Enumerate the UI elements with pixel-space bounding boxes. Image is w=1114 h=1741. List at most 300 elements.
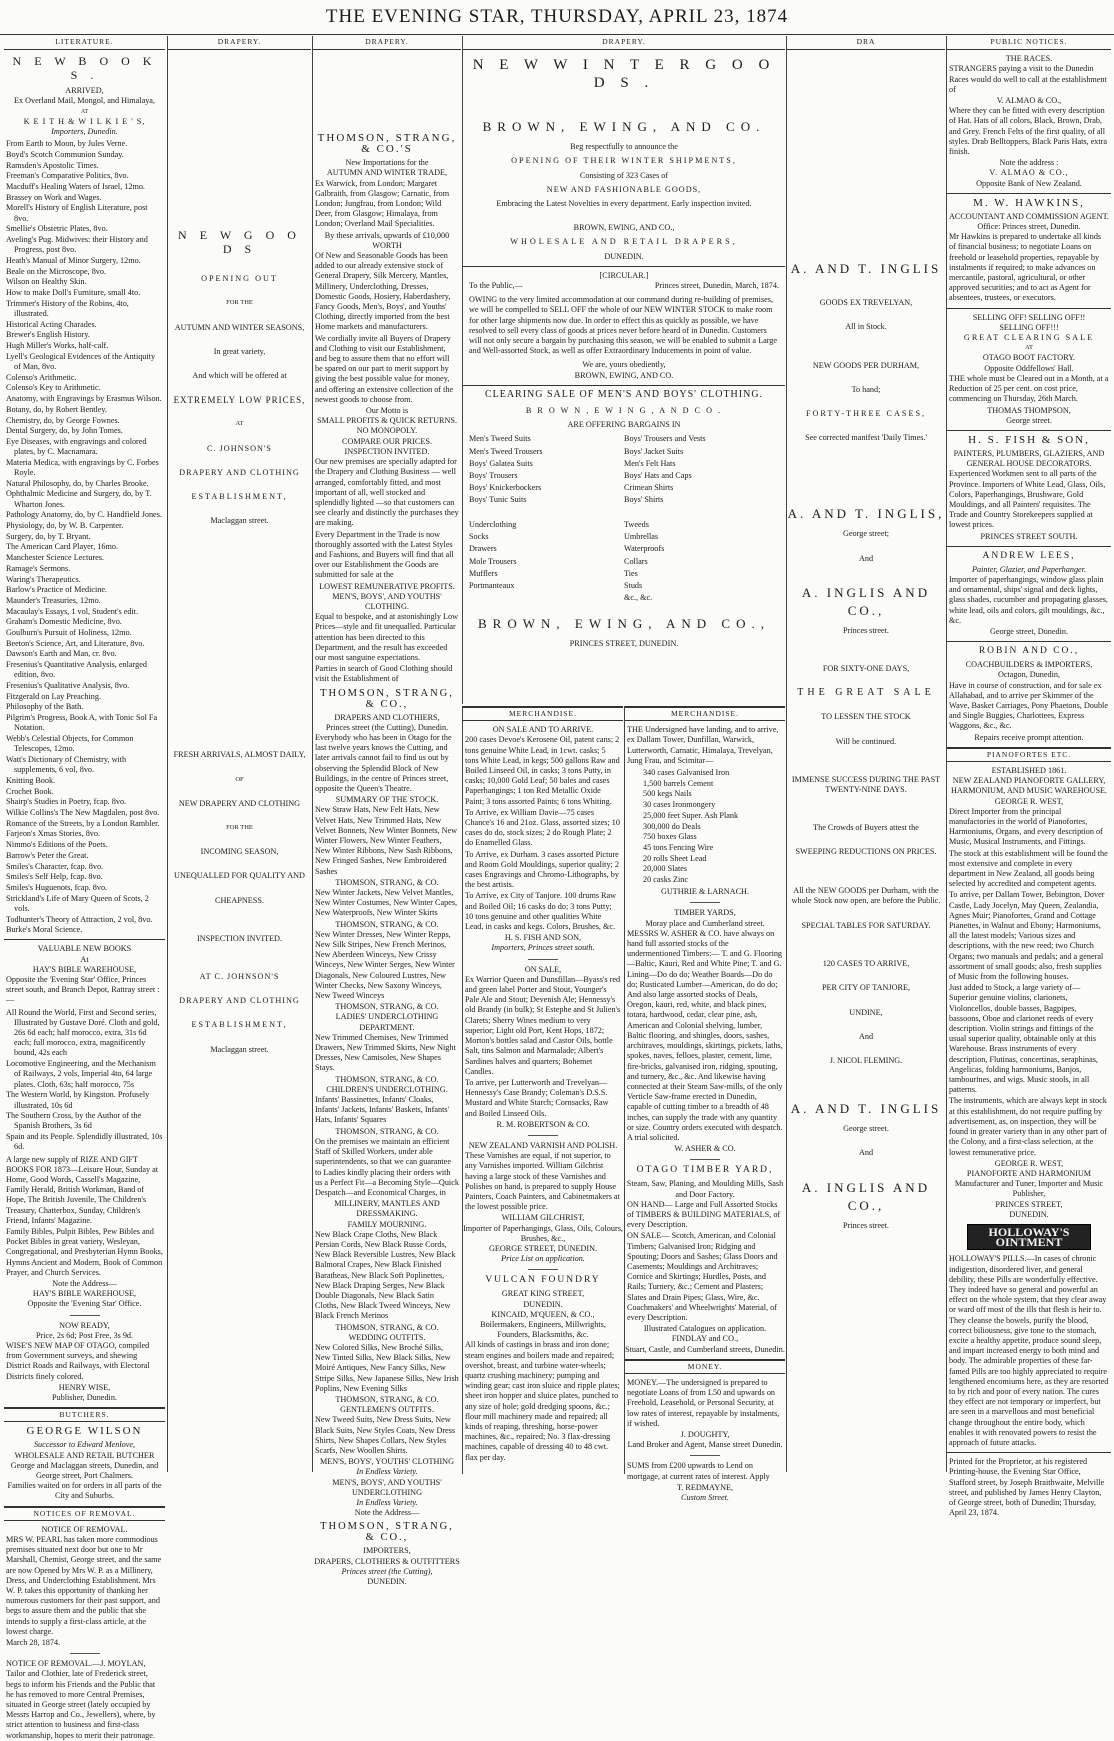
- book-list-item: Webb's Celestial Objects, for Common Telescopes, 12mo.: [6, 734, 134, 754]
- brown-ewing-clearing: CLEARING SALE OF MEN'S AND BOYS' CLOTHING.: [484, 388, 764, 400]
- thomson-firm3-d: DUNEDIN.: [367, 1577, 407, 1587]
- inglis-g1: GOODS EX TREVELYAN,: [819, 298, 913, 308]
- thomson-arrivals: By these arrivals, upwards of £10,000 WORTH: [324, 230, 450, 250]
- brown-ewing-address: PRINCES STREET, DUNEDIN.: [569, 639, 679, 649]
- inglis-g13: Will be continued.: [835, 736, 897, 746]
- book-list-item: Brassey on Work and Wages.: [6, 192, 102, 202]
- brown-ewing-sig: BROWN, EWING, AND CO.: [574, 370, 674, 380]
- inglis-g17: All the NEW GOODS per Durham, with the whole Stock now open, are before the Public.: [791, 885, 941, 905]
- inglis-g14: IMMENSE SUCCESS DURING THE PAST TWENTY-NINE DAYS.: [791, 774, 941, 795]
- book-list-item: Macduff's Healing Waters of Israel, 12mo.: [6, 182, 145, 192]
- almao-text: Where they can be fitted with every description of Hat. Hats of all colors, Black, Brown, Drab, and Grey. French Felts of the first quality, of all styles. Drab Belltoppers, Black Paris Hats, extra finish.: [949, 106, 1108, 157]
- almao-addr: Opposite Bank of New Zealand.: [976, 178, 1082, 188]
- book-list-item: How to make Doll's Furniture, small 4to.: [6, 288, 141, 298]
- varnish-title: NEW ZEALAND VARNISH AND POLISH.: [468, 1140, 618, 1150]
- section-money: MONEY.: [625, 1359, 785, 1374]
- bargain-item: Crimean Shirts: [624, 483, 674, 493]
- section-butchers: BUTCHERS.: [4, 1407, 165, 1422]
- bargains-left: [469, 434, 624, 605]
- bargain-item: Socks: [469, 532, 489, 542]
- inglis-g25: And: [858, 1148, 874, 1158]
- book-list-item: Aveling's Pug. Midwives: their History and Progress, post 8vo.: [6, 235, 148, 255]
- thompson-sig2: George street.: [1006, 415, 1052, 425]
- thomson-gents: GENTLEMEN'S OUTFITS.: [340, 1405, 434, 1415]
- book-list-item: Pilgrim's Progress, Book A, with Tonic Sol Fa Notation.: [6, 713, 158, 733]
- inglis-g19: 120 CASES TO ARRIVE,: [822, 959, 910, 969]
- johnson-for-the-2: FOR THE: [226, 824, 253, 832]
- book-list-item: Waring's Therapeutics.: [6, 574, 81, 584]
- brown-ewing-title: N E W W I N T E R G O O D S .: [472, 57, 776, 92]
- book-list-item: Shairp's Studies in Poetry, fcap. 8vo.: [6, 797, 127, 807]
- johnson-establishment-2: ESTABLISHMENT,: [191, 1020, 288, 1030]
- ad-hays-addr: HAY'S BIBLE WAREHOUSE,: [32, 1289, 137, 1299]
- fish-trade: PAINTERS, PLUMBERS, GLAZIERS, AND GENERAL HOUSE DECORATORS.: [953, 448, 1105, 469]
- robin-trade: COACHBUILDERS & IMPORTERS,: [965, 660, 1093, 670]
- divider: [947, 308, 1111, 309]
- divider: [947, 641, 1111, 642]
- thomson-under: MEN'S, BOYS', AND YOUTHS' UNDERCLOTHING: [332, 1477, 442, 1497]
- book-list-item: Fitzgerald on Lay Preaching.: [6, 691, 102, 701]
- book-list-item: Beeton's Science, Art, and Literature, 8vo.: [6, 638, 145, 648]
- west-text3: To arrive, per Dallam Tower, Bebington, Dover Castle, Lady Jocelyn, May Queen, Zealandia, Agnes Muir; Pianofortes, Grand and Cottage Pianettes, in Walnut and Ebony; Harmoniums, all the latest models; Various sizes and descriptions, with the new reed; two Church Organs; two manuals and pedals; and a general assortment of small goods; also, fresh supplies of Music from the following houses.: [949, 890, 1105, 982]
- book-list-item: Todhunter's Theory of Attraction, 2 vol, 8vo.: [6, 914, 153, 924]
- ad-valuable-books: VALUABLE NEW BOOKS: [37, 944, 132, 954]
- west-trade: PIANOFORTE AND HARMONIUM Manufacturer and Tuner, Importer and Music Publisher,: [954, 1168, 1104, 1199]
- book-list-item: Materia Medica, with engravings by C. Forbes Royle.: [6, 457, 159, 478]
- robertson-onsale: ON SALE,: [524, 964, 562, 974]
- inglis-title-3: A. INGLIS AND CO.,: [801, 584, 931, 618]
- asher-sig: W. ASHER & CO.: [674, 1144, 736, 1154]
- bargain-item: [469, 508, 624, 518]
- book-list-item: From Earth to Moon, by Jules Verne.: [6, 139, 128, 149]
- otago-onhand: ON HAND— Large and Full Assorted Stocks of TIMBERS & BUILDING MATERIALS, of every Description.: [627, 1199, 781, 1230]
- removal1-head: NOTICE OF REMOVAL.: [41, 1524, 128, 1534]
- butcher-successor: Successor to Edward Menlove,: [33, 1440, 136, 1450]
- inglis-title-4: A. AND T. INGLIS: [790, 1101, 942, 1117]
- book-list-item: Anatomy, with Engravings by Erasmus Wilson.: [6, 394, 162, 404]
- book-list-item: The American Card Player, 16mo.: [6, 542, 118, 552]
- ad-hays-note: Note the Address—: [52, 1278, 117, 1288]
- piano-est: ESTABLISHED 1861.: [991, 765, 1067, 775]
- johnson-opening: OPENING OUT: [201, 274, 278, 284]
- bargain-item: Boys' Trousers: [469, 471, 518, 481]
- book-list-item: Ramage's Sermons.: [6, 563, 71, 573]
- butcher-note: Families waited on for orders in all parts of the City and Suburbs.: [7, 1481, 162, 1501]
- johnson-offered: And which will be offered at: [192, 371, 287, 381]
- almao-name: V. ALMAO & CO.,: [996, 96, 1062, 106]
- robin-repairs: Repairs receive prompt attention.: [974, 732, 1084, 742]
- book-list-item: Pathology Anatomy, do, by C. Handfield Jones.: [6, 510, 162, 520]
- johnson-street: Maclaggan street.: [210, 516, 269, 526]
- asher-location: Moray place and Cumberland street.: [645, 918, 765, 928]
- book-list-item: Ophthalmic Medicine and Surgery, do, by T. Wharton Jones.: [6, 489, 152, 509]
- inglis-g11: THE GREAT SALE: [797, 687, 935, 699]
- ad-at: AT: [80, 108, 89, 115]
- inglis-g12: TO LESSEN THE STOCK: [821, 712, 911, 722]
- doughty-sig: J. DOUGHTY,: [680, 1430, 730, 1439]
- thomson-summary1: New Straw Hats, New Felt Hats, New Velvet Hats, New Trimmed Hats, New Velvet Bonnets, New Winter Bonnets, New Winter Flowers, New Winter Feathers, New Winter Ribbons, New Sash Ribbons, New Fringed Sashes, New Embroidered Sashes: [315, 805, 458, 876]
- brown-ewing-to-public: To the Public,—: [469, 281, 523, 291]
- book-list-item: Boyd's Scotch Communion Sunday.: [6, 149, 124, 159]
- book-list-item: Chemistry, do, by George Fownes.: [6, 415, 120, 425]
- thomson-sig: THOMSON, STRANG, & CO.: [335, 1394, 439, 1404]
- thomson-youths2: In Endless Variety.: [356, 1467, 418, 1477]
- book-list-item: Smiles's Self Help, fcap. 8vo.: [6, 872, 103, 882]
- book-list-item: Knitting Book.: [6, 775, 56, 785]
- divider: [528, 959, 558, 960]
- johnson-drapery-2: DRAPERY AND CLOTHING: [179, 996, 300, 1006]
- imprint: Printed for the Proprietor, at his registered Printing-house, the Evening Star Office, Stafford street, by Joseph Braithwaite, Melville street, and published by James Henry Clayton, of George street, both of Dunedin; Thursday, April 23, 1874.: [949, 1457, 1105, 1518]
- fish-sig: H. S. FISH AND SON,: [504, 933, 582, 943]
- book-list-item: Romance of the Streets, by a London Rambler.: [6, 818, 160, 828]
- thomson-ships: Ex Warwick, from London; Margaret Galbraith, from Glasgow; Carnatic, from London; Jungfrau, from London; Wild Deer, from Glasgow; Himalaya, from London; Overland Mail Specialities.: [315, 178, 450, 229]
- johnson-new-drapery: NEW DRAPERY AND CLOTHING: [178, 798, 301, 808]
- inglis-g15: The Crowds of Buyers attest the: [813, 823, 919, 833]
- book-list-item: Brewer's English History.: [6, 330, 90, 340]
- guthrie-item: 300,000 do Deals: [643, 821, 701, 831]
- thomson-sig: THOMSON, STRANG, & CO.: [335, 1074, 439, 1084]
- column-drapery-brown-ewing: [462, 36, 785, 704]
- lees-addr: George street, Dunedin.: [989, 626, 1069, 636]
- thomson-note: Note the Address—: [354, 1508, 420, 1518]
- divider: [528, 1269, 558, 1270]
- gilchrist-sig3: GEORGE STREET, DUNEDIN.: [488, 1243, 598, 1253]
- johnson-at: AT: [235, 420, 244, 428]
- book-list-item: Smellie's Obstetric Plates, 8vo.: [6, 224, 108, 234]
- guthrie-text: THE Undersigned have landing, and to arrive, ex Dallam Tower, Dunfillan, Warwick, Lutterworth, Carnatic, Himalaya, Trevelyan, Jung Frau, and Scimitar—: [627, 725, 779, 765]
- races-title: THE RACES.: [1005, 54, 1053, 64]
- johnson-inspection: INSPECTION INVITED.: [196, 933, 283, 943]
- otago-onsale: ON SALE— Scotch, American, and Colonial Timbers; Galvanised Iron; Ridging and Spouting; Doors and Sashes; Glass Doors and Casements; Mouldings and Architraves; Cornice and Skirtings; Hurdles, Posts, and Rails; Turnery, &c.; Cement and Plasters; Slates and Drain Pipes; Glass, Wire, &c. Coachmakers' and Wheelwrights' Material, of every Description.: [627, 1231, 778, 1322]
- hawkins-text: Mr Hawkins is prepared to undertake all kinds of financial business; to negotiate Loans on freehold or leasehold properties, repayable by instalments if required; to make advances on mercantile, pastoral, agricultural, or other approved securities; and to act as Agent for absentees, trustees, or executors.: [949, 232, 1102, 303]
- gilchrist-sig2: Importer of Paperhangings, Glass, Oils, Colours, Brushes, &c.,: [463, 1223, 623, 1243]
- thomson-parties: Parties in search of Good Clothing should visit the Establishment of: [315, 664, 453, 684]
- bargain-item: Boys' Tunic Suits: [469, 495, 527, 505]
- inglis-title-1: A. AND T. INGLIS: [790, 261, 942, 277]
- fish-text: Experienced Workmen sent to all parts of the Province. Importers of White Lead, Glass, Oils, Colors, Paperhangings, Brushware, Gold Mouldings, and all Painters' requisites. The Trade and Country Storekeepers supplied at lowest prices.: [949, 469, 1106, 530]
- divider: [463, 266, 785, 267]
- otago-timber-sub: Steam, Saw, Planing, and Moulding Mills, Sash and Door Factory.: [626, 1179, 784, 1199]
- thomson-arrivals-text: Of New and Seasonable Goods has been added to our already extensive stock of General Drapery, Silk Mercery, Mantles, Millinery, Underclothing, Dresses, Domestic Goods, Hosiery, Haberdashery, Fancy Goods, Men's, Boys', and Youths' Clothing, directly imported from the best Home markets and manufacturers.: [315, 251, 451, 332]
- brown-ewing-bargains: [463, 434, 785, 605]
- great-sale: GREAT CLEARING SALE: [963, 333, 1095, 343]
- guthrie-item: 1,500 barrels Cement: [643, 778, 714, 788]
- book-list-item: Eye Diseases, with engravings and colored plates, by C. Macnamara.: [6, 436, 147, 457]
- thomson-gents-text: New Tweed Suits, New Dress Suits, New Black Suits, New Styles Coats, New Dress Shirts, New Shapes Collars, New Styles Scarfs, New Woollen Shirts.: [315, 1415, 456, 1455]
- section-header-drapery-2: DRAPERY.: [313, 36, 461, 50]
- inglis-title-2: A. AND T. INGLIS,: [787, 506, 945, 522]
- book-list-item: Dental Surgery, do, by John Tomes.: [6, 426, 123, 436]
- book-list-item: Watt's Dictionary of Chemistry, with supplements, 6 vol, 8vo.: [6, 755, 127, 775]
- lees-text: Importer of paperhangings, window glass plain and ornamental, ships' signal and deck lights, glass shades, cucumber and propagating glasses, white lead, oils and colors, gilt mouldings, &c., &c.: [949, 574, 1108, 625]
- thomson-sig: THOMSON, STRANG, & CO.: [335, 1322, 439, 1332]
- book-list-item: Smiles's Huguenots, fcap. 8vo.: [6, 882, 108, 892]
- brown-ewing-yours: We are, yours obediently,: [582, 360, 666, 370]
- thomson-firm3: THOMSON, STRANG, & CO.,: [320, 1521, 454, 1544]
- thomson-motto2: NO MONOPOLY.: [356, 426, 418, 436]
- book-list-item: Barlow's Practice of Medicine.: [6, 585, 108, 595]
- thomson-summary2: New Winter Jackets, New Velvet Mantles, New Winter Costumes, New Winter Capes, New Waterproofs, New Winter Skirts: [315, 888, 458, 918]
- bargain-item: Tweeds: [624, 519, 649, 529]
- thomson-lowest: LOWEST REMUNERATIVE PROFITS.: [319, 581, 455, 591]
- kincaid-text: All kinds of castings in brass and iron done; steam engines and boilers made and repaired; overshot, breast, and turbine water-wheels; quartz crushing machinery; pumping and winding gear; cast iron sluice and ripple plates; sheet iron hopper and sluice plates, punched to any size of hole; gold dredging spoons, &c.; flour mill machinery made and repaired; all kinds of reaping, threshing, horse-power machines, &c., repaired; No. 3 flax-dressing machines, capable of dressing 40 to 48 cwt. flax per day.: [465, 1340, 620, 1462]
- hays-list-item: All Round the World, First and Second series, Illustrated by Gustave Doré. Cloth and gold, 26s 6d each; half morocco, extra, 31s 6d each; full morocco, extra, magnificently bound, 42s each: [6, 1007, 160, 1058]
- gilchrist-sig: WILLIAM GILCHRIST,: [501, 1213, 585, 1223]
- bargain-item: Waterproofs: [624, 544, 665, 554]
- butcher-name: GEORGE WILSON: [26, 1425, 143, 1438]
- book-list-item: Colenso's Arithmetic.: [6, 372, 77, 382]
- bargain-item: [624, 508, 779, 518]
- hays-list-item: The Western World, by Kingston. Profusely illustrated, 10s 6d: [6, 1090, 150, 1110]
- book-list-item: Farjeon's Xmas Stories, 8vo.: [6, 829, 101, 839]
- brown-ewing-new: NEW AND FASHIONABLE GOODS,: [546, 184, 702, 194]
- removal2-text: NOTICE OF REMOVAL.—J. MOYLAN, Tailor and Clothier, late of Frederick street, begs to inform his Friends and the Public that he has removed to more Central Premises, situated in George street (lately occupied by Messrs Harrop and Co., Jewellers), where, by strict attention to business and first-class workmanship, hopes to merit their patronage.: [6, 1659, 156, 1740]
- inglis-g5: FORTY-THREE CASES,: [805, 409, 927, 419]
- brown-ewing-consist: Consisting of 323 Cases of: [579, 170, 669, 180]
- bargain-item: Boys' Galatea Suits: [469, 458, 533, 468]
- johnson-fresh: FRESH ARRIVALS, ALMOST DAILY,: [173, 750, 306, 760]
- divider: [463, 385, 785, 386]
- thomson-sig: THOMSON, STRANG, & CO.: [335, 1126, 439, 1136]
- divider: [947, 430, 1111, 431]
- column-drapery-inglis: [786, 36, 945, 1472]
- great-sale-at: AT: [1025, 344, 1033, 352]
- great-sale-opposite: Opposite Oddfellows' Hall.: [984, 363, 1074, 373]
- thomson-everybody: Everybody who has been in Otago for the last twelve years knows the Cutting, and later arrivals cannot fail to find us out by observing the Splendid Block of New Buildings, in the centre of Princes street, opposite the Queen's Theatre.: [315, 732, 452, 793]
- fish-sig2: Importers, Princes street south.: [491, 943, 595, 953]
- book-list-item: Ramsden's Apostolic Times.: [6, 160, 99, 170]
- thomson-children: CHILDREN'S UNDERCLOTHING.: [326, 1084, 448, 1094]
- otago-illus: Illustrated Catalogues on application.: [643, 1324, 767, 1334]
- book-list-item: Surgery, do, by T. Bryant.: [6, 531, 91, 541]
- johnson-name: C. JOHNSON'S: [207, 443, 272, 453]
- inglis-g22: And: [858, 1031, 874, 1041]
- column-drapery-thomson: [312, 36, 461, 1587]
- book-list-item: Barrow's Peter the Great.: [6, 850, 89, 860]
- removal1-text: MRS W. PEARL has taken more commodious premises situated next door but one to Mr Marshall, Chemist, George street, and the same are now Opened by Mrs W. P. as a Millinery, Dress, and Underclothing Establishment. Mrs W. P. takes this opportunity of thanking her numerous customers for their past support, and begs to assure them and the public that she intends to supply a first-class article, at the lowest charge.: [6, 1535, 162, 1636]
- book-list-item: Burke's Moral Science.: [6, 925, 83, 935]
- thomson-sig: THOMSON, STRANG, & CO.: [335, 877, 439, 887]
- robertson-sig: R. M. ROBERTSON & CO.: [496, 1119, 590, 1129]
- fish-south: PRINCES STREET SOUTH.: [980, 531, 1078, 541]
- ad-map-text: WISE'S NEW MAP OF OTAGO, compiled from Government surveys, and shewing District Roads and Railways, with Electoral Districts finely colored.: [6, 1340, 150, 1381]
- section-header-public-notices: PUBLIC NOTICES.: [947, 36, 1111, 50]
- column-merchandise-2: [624, 706, 785, 1503]
- section-pianofortes: PIANOFORTES ETC.: [947, 747, 1111, 762]
- thomson-mens: MEN'S, BOYS', AND YOUTHS' CLOTHING.: [332, 591, 442, 611]
- ad-new-books-title: N E W B O O K S .: [12, 54, 157, 83]
- book-list-item: Smiles's Character, fcap. 8vo.: [6, 861, 104, 871]
- fish-son: H. S. FISH & SON,: [968, 433, 1090, 446]
- hays-list-item: Locomotive Engineering, and the Mechanism of Railways, 2 vols, Imperial 4to, 64 large plates. Cloth, 63s; half morocco, 75s: [6, 1059, 156, 1089]
- book-list-item: Physiology, do, by W. B. Carpenter.: [6, 521, 124, 531]
- guthrie-item: 340 cases Galvanised Iron: [643, 768, 730, 778]
- inglis-g2: All in Stock.: [845, 322, 887, 332]
- johnson-of: OF: [235, 775, 244, 783]
- thomson-trade: AUTUMN AND WINTER TRADE,: [326, 168, 448, 178]
- johnson-cheapness: CHEAPNESS.: [215, 895, 264, 905]
- bargains-right: [624, 434, 779, 605]
- book-list-item: Goulburn's Pursuit of Holiness, 12mo.: [6, 628, 132, 638]
- book-list-item: Wilkie Collins's The New Magdalen, post 8vo.: [6, 808, 160, 818]
- thomson-firm3-c: Princes street (the Cutting),: [341, 1566, 433, 1576]
- divider: [4, 939, 165, 940]
- thomson-premises2: On the premises we maintain an efficient Staff of Skilled Workers, under able superintendents, so that we can guarantee to Ladies kindly placing their orders with us a Perfect Fit—a Becoming Style—Quick Despatch—and Economical Charges, in: [315, 1136, 459, 1197]
- inglis-g9: Princes street.: [843, 625, 889, 635]
- thomson-firm2: THOMSON, STRANG, & CO.,: [320, 687, 454, 710]
- bargain-item: Men's Felt Hats: [624, 458, 676, 468]
- thomson-firm3-b: DRAPERS, CLOTHIERS & OUTFITTERS: [314, 1556, 460, 1566]
- money-text: MONEY.—The undersigned is prepared to negotiate Loans of from L50 and upwards on Freehold, Leasehold, or Personal Security, at low rates of interest, repayable by instalments, if wished.: [627, 1377, 780, 1428]
- thomson-mens-text: Equal to bespoke, and at astonishingly Low Prices—style and fit unequalled. Particular attention has been directed to this Department, and the result has exceeded our most sanguine expectations.: [315, 612, 459, 662]
- johnson-variety: In great variety,: [213, 346, 266, 356]
- west-name-2: GEORGE R. WEST,: [994, 1158, 1064, 1168]
- divider: [528, 1135, 558, 1136]
- inglis-g7: George street;: [843, 529, 889, 539]
- brown-ewing-embracing: Embracing the Latest Novelties in every department. Early inspection invited.: [496, 199, 752, 209]
- ad-hays-bibles: Family Bibles, Pulpit Bibles, Pew Bibles and Pocket Bibles in great variety, Wesleyan, Congregational, and Presbyterian Hymn Books, Hymns Ancient and Modern, Book of Common Prayer, and Church Services.: [6, 1226, 163, 1277]
- thomson-millinery: MILLINERY, MANTLES AND DRESSMAKING.: [334, 1199, 440, 1219]
- divider: [947, 1452, 1111, 1453]
- fish-tanjore: To Arrive, ex City of Tanjore. 100 drums Raw and Boiled Oil; 16 casks do do; 3 tons Putty; 10 tons genuine and other qualities White Lead, in casks and kegs. Colors, Brushes, &c.: [465, 891, 617, 932]
- inglis-g18: SPECIAL TABLES FOR SATURDAY.: [801, 921, 931, 931]
- ad-hays-addr2: Opposite the 'Evening Star' Office.: [27, 1299, 142, 1309]
- divider: [947, 546, 1111, 547]
- varnish-text: These Varnishes are equal, if not superior, to any Varnishes imported. William Gilchrist having a large stock of these Varnishes and Polishes on hand, is prepared to supply House Painters, Coach Painters, and Cabinetmakers at the lowest possible price.: [465, 1151, 620, 1212]
- thomson-firm: THOMSON, STRANG, & CO.'S: [317, 132, 457, 156]
- guthrie-item: 30 cases Ironmongery: [643, 800, 716, 810]
- book-list-item: Lyell's Geological Evidences of the Antiquity of Man, 8vo.: [6, 351, 156, 371]
- section-removal: NOTICES OF REMOVAL.: [4, 1506, 165, 1521]
- guthrie-item: 20 rolls Sheet Lead: [643, 853, 707, 863]
- west-name: GEORGE R. WEST,: [994, 796, 1064, 806]
- butcher-address: George and Maclaggan streets, Dunedin, and George street, Port Chalmers.: [10, 1460, 159, 1480]
- sell-off: SELLING OFF! SELLING OFF!!: [972, 312, 1086, 322]
- thomson-motto3: COMPARE OUR PRICES.: [341, 436, 432, 446]
- divider: [70, 1653, 100, 1654]
- column-public-notices: [946, 36, 1111, 1518]
- removal1-date: March 28, 1874.: [6, 1638, 61, 1648]
- bargain-item: Boys' Hats and Caps: [624, 471, 692, 481]
- book-list-item: Trimmer's History of the Robins, 4to, illustrated.: [6, 298, 129, 318]
- great-sale-text: THE whole must be Cleared out in a Month, at a Reduction of 25 per cent. on cost price, commencing on Thursday, 26th March.: [949, 373, 1109, 404]
- book-list-item: Philosophy of the Bath.: [6, 702, 84, 712]
- book-list-item: Dawson's Earth and Man, cr. 8vo.: [6, 649, 117, 659]
- sell-off-2: SELLING OFF!!!: [999, 322, 1059, 332]
- asher-yards: TIMBER YARDS,: [674, 908, 736, 918]
- inglis-g21: UNDINE,: [849, 1007, 883, 1017]
- guthrie-item: 500 kegs Nails: [643, 789, 692, 799]
- book-list-item: Fresenius's Qualitative Analysis, 8vo.: [6, 681, 130, 691]
- findlay-addr: Stuart, Castle, and Cumberland streets, Dunedin.: [625, 1344, 785, 1354]
- book-list-item: Nimmo's Editions of the Poets.: [6, 840, 108, 850]
- ad-arrived: ARRIVED,: [65, 86, 104, 96]
- thomson-firm3-a: IMPORTERS,: [363, 1546, 411, 1556]
- thomson-mourning-text: New Black Crape Cloths, New Black Persian Cords, New Black Russe Cords, New Black Reversible Lustres, New Black Balmoral Crapes, New Black Finished Baratheas, New Black Soft Poplinettes, New Black Draping Serges, New Black Double Diagonals, New Black Satin Cloths, New Black Tweed Winceys, New Black French Merinos: [315, 1229, 456, 1321]
- fish-davie: To Arrive, ex William Davie—75 cases Chance's 16 and 21oz. Glass, assorted sizes; 10 cases do do, stock sizes; 2 do Rough Plate; 2 do Enamelled Glass.: [465, 807, 620, 848]
- section-merchandise: MERCHANDISE.: [463, 706, 623, 721]
- bargain-item: Men's Tweed Trousers: [469, 446, 543, 456]
- inglis-g20: PER CITY OF TANJORE,: [821, 983, 911, 993]
- doughty-sig2: Land Broker and Agent, Manse street Dunedin.: [627, 1440, 783, 1450]
- thomson-mourning: FAMILY MOURNING.: [347, 1219, 427, 1229]
- hawkins-name: M. W. HAWKINS,: [973, 196, 1085, 209]
- inglis-g16: SWEEPING REDUCTIONS ON PRICES.: [795, 847, 937, 857]
- bargain-item: Ties: [624, 568, 638, 578]
- book-list-item: Beale on the Microscope, 8vo.: [6, 266, 107, 276]
- brown-ewing-opening: OPENING OF THEIR WINTER SHIPMENTS,: [511, 156, 737, 166]
- divider: [70, 1315, 100, 1316]
- ad-at-2: At: [80, 954, 89, 964]
- divider: [690, 1159, 720, 1160]
- johnson-incoming: INCOMING SEASON,: [200, 847, 279, 857]
- johnson-street-2: Maclaggan street.: [210, 1044, 269, 1054]
- book-list-item: Strickland's Life of Mary Queen of Scots, 2 vols.: [6, 893, 149, 913]
- redmayne-sig: T. REDMAYNE,: [676, 1482, 734, 1492]
- johnson-establishment: ESTABLISHMENT,: [191, 492, 288, 502]
- bargain-item: Boys' Shirts: [624, 495, 664, 505]
- book-list-item: Macaulay's Essays, 1 vol, Student's edit.: [6, 606, 139, 616]
- thomson-summary3: New Winter Dresses, New Winter Repps, New Silk Stripes, New French Merinos, New Aberdeen Winceys, New Crissy Winceys, New Winter Serges, New Winter Diagonals, New Coloured Lustres, New Winter Checks, New Saxony Winceys, New Tweed Winceys: [315, 929, 455, 1001]
- book-list-item: Fresenius's Quantitative Analysis, enlarged edition, 8vo.: [6, 660, 147, 680]
- divider: [947, 193, 1111, 194]
- book-list-item: Botany, do, by Robert Bentley.: [6, 404, 108, 414]
- section-header-drapery: DRAPERY.: [168, 36, 311, 50]
- west-street: PRINCES STREET,: [995, 1199, 1063, 1209]
- bargain-item: Mole Trousers: [469, 556, 517, 566]
- butcher-trade: WHOLESALE AND RETAIL BUTCHER: [14, 1450, 155, 1460]
- thomson-motto: Our Motto is: [365, 406, 409, 416]
- thomson-sig: THOMSON, STRANG, & CO.: [335, 1002, 439, 1012]
- robin-name: ROBIN AND CO.,: [978, 646, 1080, 657]
- robin-addr: Octagon, Dunedin,: [997, 670, 1061, 680]
- brown-ewing-circular: [CIRCULAR.]: [599, 270, 649, 280]
- thomson-ladies: LADIES' UNDERCLOTHING DEPARTMENT.: [335, 1012, 439, 1032]
- ad-hays-text: Opposite the 'Evening Star' Office, Princes street south, and Branch Depot, Rattray street :—: [6, 975, 160, 1005]
- hawkins-title: ACCOUNTANT AND COMMISSION AGENT.: [948, 211, 1110, 221]
- almao-name-2: V. ALMAO & CO.,: [989, 168, 1069, 178]
- book-list-item: Natural Philosophy, do, by Charles Brooke.: [6, 478, 149, 488]
- brown-ewing-name: B R O W N , E W I N G , A N D C O .: [525, 406, 723, 416]
- inglis-g24: George street.: [843, 1124, 889, 1134]
- johnson-drapery: DRAPERY AND CLOTHING: [179, 467, 300, 477]
- brown-ewing-firm3: BROWN, EWING, AND CO.,: [478, 616, 770, 632]
- thomson-wedding: WEDDING OUTFITS.: [348, 1332, 426, 1342]
- almao-note: Note the address :: [999, 158, 1059, 168]
- ad-map-price: Price, 2s 6d; Post Free, 3s 9d.: [35, 1330, 134, 1340]
- guthrie-item: 45 tons Fencing Wire: [643, 842, 714, 852]
- guthrie-sig: GUTHRIE & LARNACH.: [660, 887, 749, 897]
- book-list-item: Heath's Manual of Minor Surgery, 12mo.: [6, 255, 141, 265]
- guthrie-items: [625, 768, 785, 885]
- thomson-motto4: INSPECTION INVITED.: [344, 446, 430, 456]
- thompson-sig: THOMAS THOMPSON,: [987, 405, 1071, 415]
- brown-ewing-dunedin: DUNEDIN.: [604, 251, 644, 261]
- column-merchandise-1: [462, 706, 623, 1474]
- great-sale-factory: OTAGO BOOT FACTORY.: [982, 353, 1076, 363]
- bargain-item: Boys' Jacket Suits: [624, 446, 684, 456]
- book-list-item: Manchester Science Lectures.: [6, 553, 104, 563]
- vulcan-title: VULCAN FOUNDRY: [485, 1275, 601, 1286]
- brown-ewing-circ-text: OWING to the very limited accommodation at our command during re-building of premises, we will be compelled to SELL OFF the whole of our NEW WINTER STOCK to make room for other large shipments now due. In order to effect this as quickly as possible, we have resolved to sell every class of goods at prices never before heard of in Dunedin. Customers will not only secure a bargain by purchasing this season, we will be enabled to submit a Large and Well-assorted Stock, as well as offer Extraordinary Inducements in point of value.: [469, 295, 778, 356]
- fish-sale-items: 200 cases Devoe's Kerosene Oil, patent cans; 2 tons genuine White Lead, in 1cwt. casks; 5 tons White Lead, in kegs; 500 gallons Raw and Boiled Linseed Oil, in casks; 3 tons Putty, in casks; 10,000 Gold Leaf; 50 bales and cases Paperhangings; 1 ton Red Metallic Oxide Paint; 3 tons assorted Paints; 6 tons Whiting.: [465, 735, 620, 806]
- gilchrist-sig4: Price List on application.: [501, 1254, 585, 1264]
- ad-keith-wilkie: K E I T H & W I L K I E ' S,: [23, 116, 146, 126]
- book-list-item: Maunder's Treasuries, 12mo.: [6, 595, 101, 605]
- robertson-text: Ex Warrior Queen and Dunsfillan—Byass's red and green label Porter and Stout, Younger's Pale Ale and Stout; Devenish Ale; Hennessy's old Brandy (in bulk); St Estephe and St Julien's Clarets; Sherry Wines medium to very superior; Light old Port, Kent Hops, 1872; Morton's bottles salad and Castor Oils, bottle Salt, tins Salmon and Marmalade; Albert's Sardines halves and quarters; Bohemet Candles.: [465, 974, 621, 1076]
- ad-henry-wise: HENRY WISE,: [58, 1382, 111, 1392]
- sums-text: SUMS from £200 upwards to Lend on mortgage, at current rates of interest. Apply: [627, 1461, 770, 1481]
